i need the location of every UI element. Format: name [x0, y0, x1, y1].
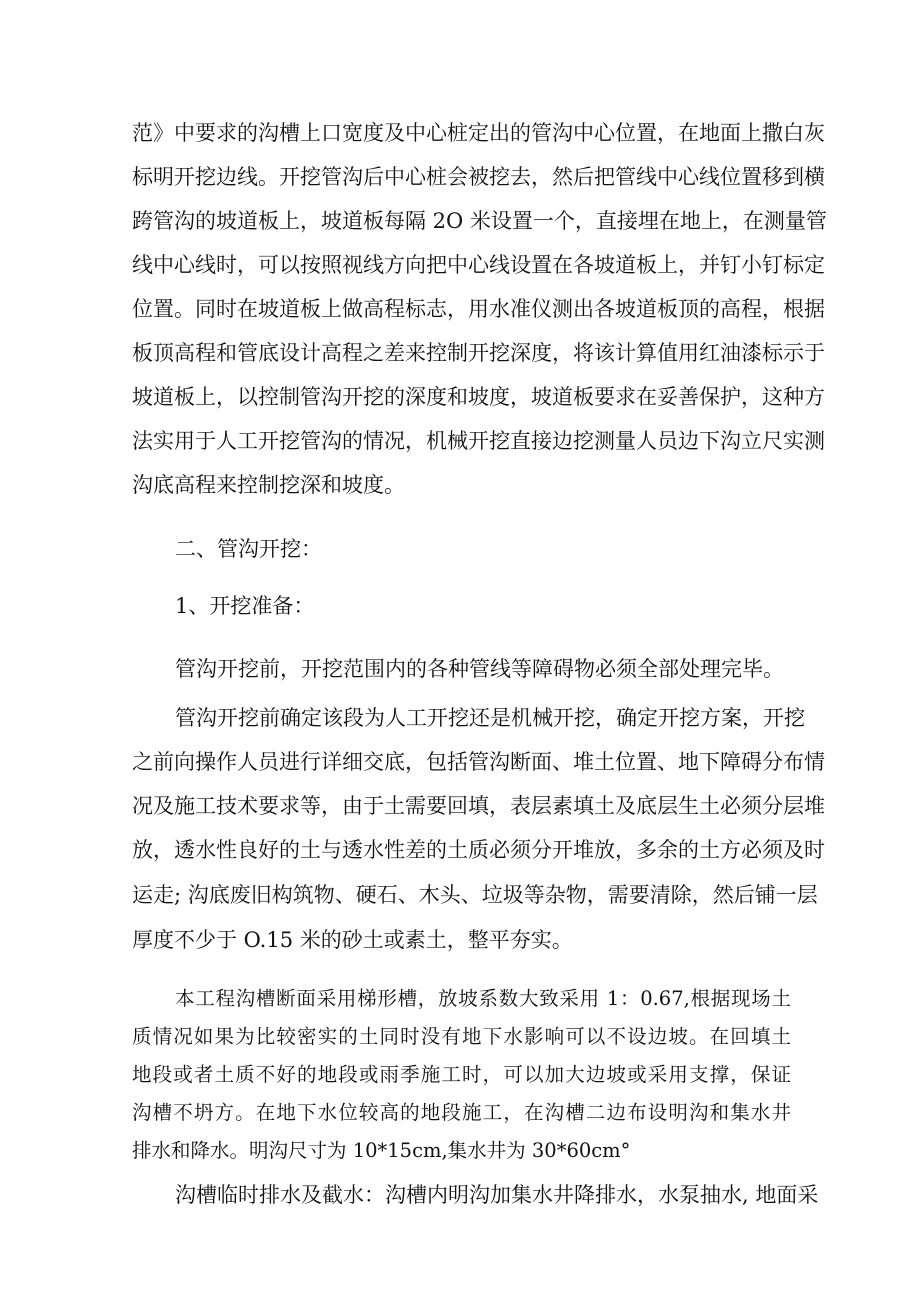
- paragraph-line: 标明开挖边线。开挖管沟后中心桩会被挖去，然后把管线中心线位置移到横: [132, 165, 825, 189]
- paragraph-line: 本工程沟槽断面采用梯形槽，放坡系数大致采用 1：0.67,根据现场土: [175, 987, 791, 1010]
- section-heading: 二、管沟开挖：: [175, 537, 322, 561]
- paragraph-line: 厚度不少于 O.15 米的砂土或素土，整平夯实。: [132, 928, 573, 952]
- subsection-heading: 1、开挖准备：: [175, 594, 315, 618]
- paragraph-line: 况及施工技术要求等，由于土需要回填，表层素填土及底层生土必须分层堆: [132, 794, 825, 818]
- paragraph-line: 沟底高程来控制挖深和坡度。: [132, 473, 405, 497]
- paragraph-line: 运走; 沟底废旧构筑物、硬石、木头、垃圾等杂物，需要清除，然后铺一层: [132, 883, 818, 907]
- paragraph-line: 放，透水性良好的土与透水性差的土质必须分开堆放，多余的土方必须及时: [132, 838, 825, 862]
- paragraph-line: 管沟开挖前确定该段为人工开挖还是机械开挖，确定开挖方案，开挖: [175, 706, 805, 730]
- paragraph-line: 法实用于人工开挖管沟的情况，机械开挖直接边挖测量人员边下沟立尺实测: [132, 429, 825, 453]
- paragraph-line: 排水和降水。明沟尺寸为 10*15cm,集水井为 30*60cm°: [132, 1139, 631, 1162]
- paragraph-line: 板顶高程和管底设计高程之差来控制开挖深度，将该计算值用红油漆标示于: [132, 341, 825, 365]
- paragraph-line: 沟槽不坍方。在地下水位较高的地段施工，在沟槽二边布设明沟和集水井: [132, 1101, 791, 1124]
- paragraph-line: 坡道板上，以控制管沟开挖的深度和坡度，坡道板要求在妥善保护，这种方: [132, 385, 825, 409]
- paragraph-line: 地段或者土质不好的地段或雨季施工时，可以加大边坡或采用支撑，保证: [132, 1063, 791, 1086]
- paragraph-line: 管沟开挖前，开挖范围内的各种管线等障碍物必须全部处理完毕。: [175, 657, 784, 681]
- paragraph-line: 跨管沟的坡道板上，坡道板每隔 2O 米设置一个，直接埋在地上，在测量管: [132, 209, 827, 233]
- paragraph-line: 线中心线时，可以按照视线方向把中心线设置在各坡道板上，并钉小钉标定: [132, 253, 825, 277]
- paragraph-line: 沟槽临时排水及截水：沟槽内明沟加集水井降排水，水泵抽水, 地面采: [175, 1183, 819, 1207]
- paragraph-line: 质情况如果为比较密实的土同时没有地下水影响可以不设边坡。在回填土: [132, 1025, 791, 1048]
- paragraph-line: 范》中要求的沟槽上口宽度及中心桩定出的管沟中心位置，在地面上撒白灰: [132, 121, 825, 145]
- paragraph-line: 之前向操作人员进行详细交底，包括管沟断面、堆土位置、地下障碍分布情: [132, 750, 825, 774]
- paragraph-line: 位置。同时在坡道板上做高程标志，用水准仪测出各坡道板顶的高程，根据: [132, 297, 825, 321]
